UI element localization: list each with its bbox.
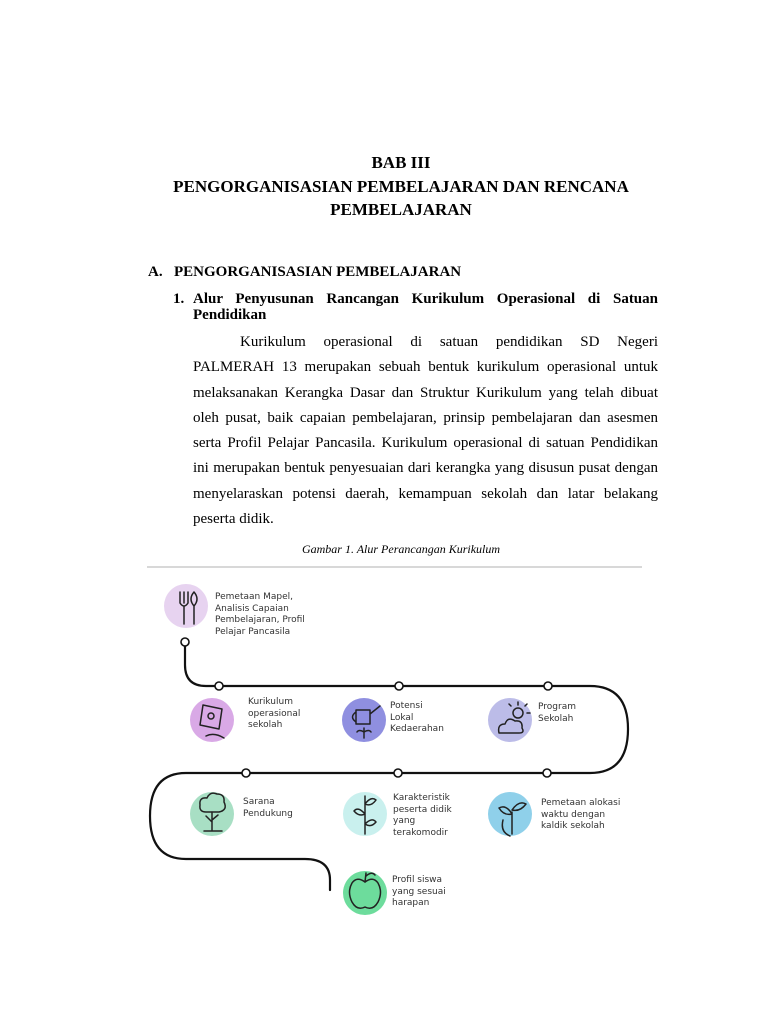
figure-caption: Gambar 1. Alur Perancangan Kurikulum [301, 542, 501, 556]
flow-path [150, 642, 628, 890]
chapter-number: BAB III [371, 153, 431, 172]
body-paragraph: Kurikulum operasional di satuan pendidikan SD Negeri PALMERAH 13 merupakan sebuah bentuk kurikulum operasional untuk melaksanakan Kerangka Dasar dan Struktur Kurikulum yang telah dibuat oleh pusat, baik capaian pembelajaran, prinsip pembelajaran dan asesmen serta Profil Pelajar Pancasila. Kurikulum operasional di satuan Pendidikan ini merupakan bentuk penyesuaian dari kerangka yang disusun pusat dengan menyelaraskan potensi daerah, kemampuan sekolah dan latar belakang peserta didik. [193, 334, 658, 528]
step-4-label: Program Sekolah [538, 702, 576, 724]
step-5-label: Sarana Pendukung [243, 797, 293, 819]
step-3-label: Potensi Lokal Kedaerahan [390, 701, 444, 734]
step-1-label: Pemetaan Mapel, Analisis Capaian Pembelajaran, Profil Pelajar Pancasila [215, 592, 305, 637]
step-2-bg [190, 698, 234, 742]
step-2-label: Kurikulum operasional sekolah [248, 697, 301, 730]
step-6-label: Karakteristik peserta didik yang terakomodir [393, 793, 452, 838]
section-label: A. [148, 264, 163, 280]
step-8-label: Profil siswa yang sesuai harapan [392, 875, 446, 908]
step-7-label: Pemetaan alokasi waktu dengan kaldik sekolah [541, 798, 621, 831]
chapter-title-line1: PENGORGANISASIAN PEMBELAJARAN DAN RENCANA [173, 177, 629, 196]
chapter-title-line2: PEMBELAJARAN [330, 200, 472, 219]
subsection-title: Alur Penyusunan Rancangan Kurikulum Operasional di Satuan Pendidikan [193, 291, 658, 323]
subsection-number: 1. [173, 291, 185, 307]
section-title: PENGORGANISASIAN PEMBELAJARAN [174, 264, 462, 280]
